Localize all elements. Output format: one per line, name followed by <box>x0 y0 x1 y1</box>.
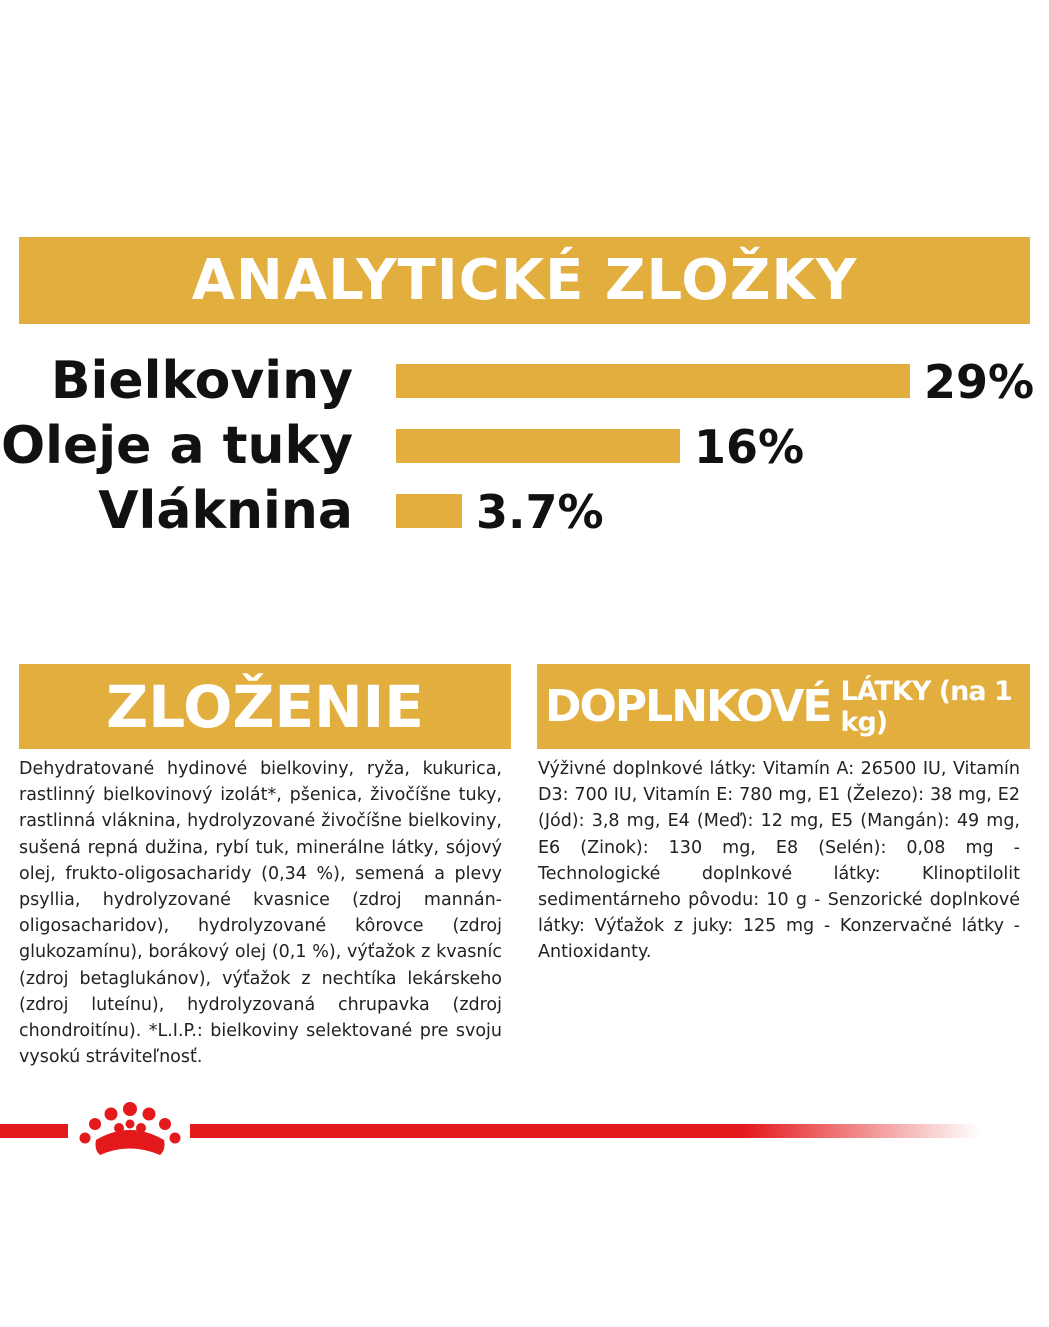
royal-crown-icon <box>74 1100 186 1158</box>
additives-title: DOPLNKOVÉ <box>545 681 831 732</box>
additives-text: Výživné doplnkové látky: Vitamín A: 26500 IU, Vitamín D3: 700 IU, Vitamín E: 780 mg, E1 (Železo): 38 mg, E2 (Jód): 3,8 mg, E4 (Meď): 12 mg, E5 (Mangán): 49 mg, E6 (Zinok): 130 mg, E8 (Selén): 0,08 mg - Technologické doplnkové látky: Klinoptilolit sedimentárneho pôvodu: 10 g - Senzorické doplnkové látky: Výťažok z juky: 125 mg - Konzervačné látky - Antioxidanty. <box>538 759 1020 963</box>
pct-fat: 16% <box>694 420 805 474</box>
row-label-fat: Oleje a tuky <box>0 416 353 476</box>
bar-protein <box>396 364 910 398</box>
bar-fat <box>396 429 680 463</box>
bar-fiber <box>396 494 462 528</box>
brand-line-left <box>0 1124 68 1138</box>
composition-banner <box>19 664 511 749</box>
pct-protein: 29% <box>924 355 1035 409</box>
analytics-title: ANALYTICKÉ ZLOŽKY <box>191 248 858 313</box>
analytics-banner <box>19 237 1030 324</box>
additives-subtitle: LÁTKY (na 1 kg) <box>840 675 1012 738</box>
pct-fiber: 3.7% <box>476 485 604 539</box>
composition-title: ZLOŽENIE <box>106 672 424 741</box>
row-label-protein: Bielkoviny <box>50 351 353 411</box>
brand-line-right <box>190 1124 980 1138</box>
row-label-fiber: Vláknina <box>98 481 353 541</box>
composition-text: Dehydratované hydinové bielkoviny, ryža, kukurica, rastlinný bielkovinový izolát*, pšenica, živočíšne tuky, rastlinná vláknina, hydrolyzované živočíšne bielkoviny, sušená repná dužina, rybí tuk, minerálne látky, sójový olej, frukto-oligosacharidy (0,34 %), semená a plevy psyllia, hydrolyzované kvasnice (zdroj mannán-oligosacharidov), hydrolyzované kôrovce (zdroj glukozamínu), borákový olej (0,1 %), výťažok z kvasníc (zdroj betaglukánov), výťažok z nechtíka lekárskeho (zdroj luteínu), hydrolyzovaná chrupavka (zdroj chondroitínu). *L.I.P.: bielkoviny selektované pre svoju vysokú stráviteľnosť. <box>19 759 502 1068</box>
additives-banner <box>537 664 1030 749</box>
